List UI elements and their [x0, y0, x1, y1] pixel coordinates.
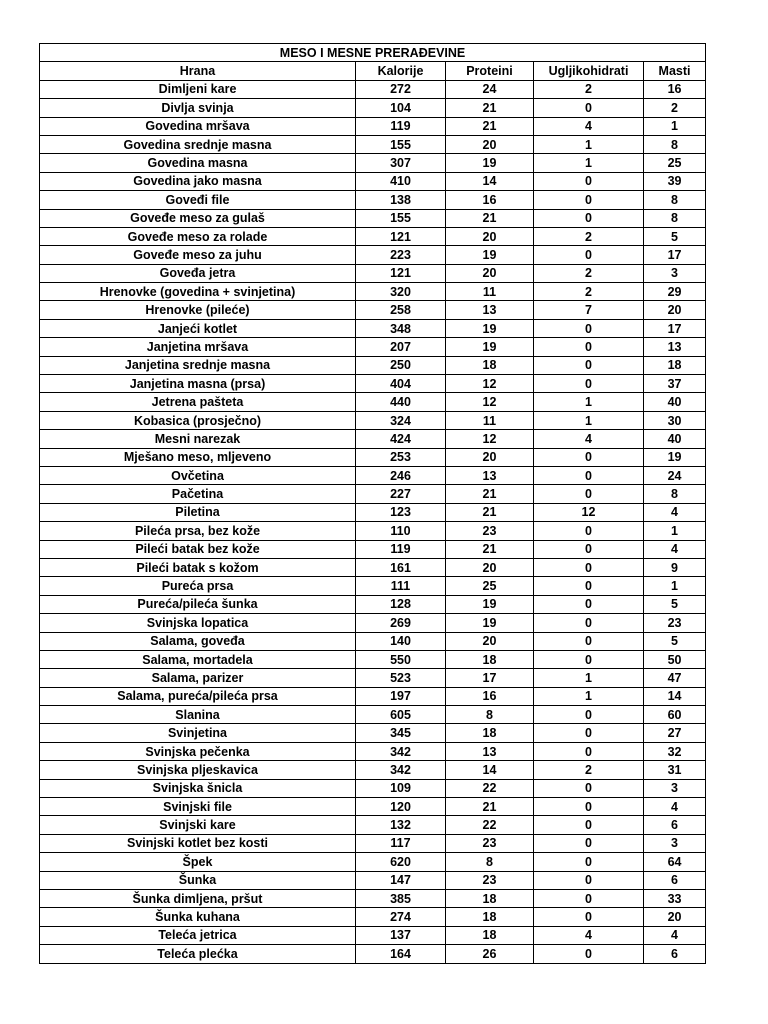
masti-cell: 17 — [644, 246, 706, 264]
food-name-cell: Janjetina srednje masna — [40, 356, 356, 374]
food-name-cell: Teleća jetrica — [40, 926, 356, 944]
proteini-cell: 20 — [446, 264, 534, 282]
proteini-cell: 26 — [446, 945, 534, 963]
table-row — [40, 687, 706, 705]
kalorije-cell: 258 — [356, 301, 446, 319]
kalorije-cell: 410 — [356, 172, 446, 190]
ugljikohidrati-cell: 0 — [534, 99, 644, 117]
table-row — [40, 172, 706, 190]
table-row — [40, 430, 706, 448]
kalorije-cell: 120 — [356, 798, 446, 816]
table-row — [40, 816, 706, 834]
masti-cell: 39 — [644, 172, 706, 190]
proteini-cell: 18 — [446, 724, 534, 742]
masti-cell: 31 — [644, 761, 706, 779]
masti-cell: 1 — [644, 522, 706, 540]
ugljikohidrati-cell: 0 — [534, 706, 644, 724]
table-row — [40, 80, 706, 98]
table-row — [40, 650, 706, 668]
food-name-cell: Salama, parizer — [40, 669, 356, 687]
ugljikohidrati-cell: 0 — [534, 485, 644, 503]
ugljikohidrati-cell: 0 — [534, 338, 644, 356]
ugljikohidrati-cell: 0 — [534, 191, 644, 209]
masti-cell: 37 — [644, 375, 706, 393]
kalorije-cell: 348 — [356, 319, 446, 337]
nutrition-table — [39, 43, 706, 964]
ugljikohidrati-cell: 0 — [534, 466, 644, 484]
ugljikohidrati-cell: 4 — [534, 430, 644, 448]
table-row — [40, 283, 706, 301]
proteini-cell: 19 — [446, 595, 534, 613]
proteini-cell: 20 — [446, 135, 534, 153]
proteini-cell: 11 — [446, 283, 534, 301]
food-name-cell: Pačetina — [40, 485, 356, 503]
ugljikohidrati-cell: 12 — [534, 503, 644, 521]
kalorije-cell: 164 — [356, 945, 446, 963]
ugljikohidrati-cell: 0 — [534, 871, 644, 889]
masti-cell: 5 — [644, 227, 706, 245]
table-row — [40, 319, 706, 337]
table-row — [40, 375, 706, 393]
masti-cell: 60 — [644, 706, 706, 724]
masti-cell: 23 — [644, 614, 706, 632]
ugljikohidrati-cell: 0 — [534, 650, 644, 668]
food-name-cell: Goveđe meso za rolade — [40, 227, 356, 245]
ugljikohidrati-cell: 0 — [534, 889, 644, 907]
ugljikohidrati-cell: 1 — [534, 135, 644, 153]
kalorije-cell: 155 — [356, 209, 446, 227]
header-row — [40, 62, 706, 80]
food-name-cell: Pureća prsa — [40, 577, 356, 595]
food-name-cell: Hrenovke (pileće) — [40, 301, 356, 319]
food-name-cell: Ovčetina — [40, 466, 356, 484]
food-name-cell: Janjetina mršava — [40, 338, 356, 356]
table-row — [40, 522, 706, 540]
proteini-cell: 21 — [446, 99, 534, 117]
proteini-cell: 22 — [446, 816, 534, 834]
kalorije-cell: 110 — [356, 522, 446, 540]
table-body — [40, 80, 706, 963]
ugljikohidrati-cell: 0 — [534, 834, 644, 852]
proteini-cell: 16 — [446, 191, 534, 209]
proteini-cell: 21 — [446, 117, 534, 135]
masti-cell: 1 — [644, 577, 706, 595]
food-name-cell: Goveđi file — [40, 191, 356, 209]
table-row — [40, 356, 706, 374]
table-row — [40, 908, 706, 926]
masti-cell: 18 — [644, 356, 706, 374]
food-name-cell: Goveđe meso za gulaš — [40, 209, 356, 227]
proteini-cell: 18 — [446, 356, 534, 374]
ugljikohidrati-cell: 2 — [534, 283, 644, 301]
ugljikohidrati-cell: 2 — [534, 227, 644, 245]
table-row — [40, 871, 706, 889]
food-name-cell: Špek — [40, 853, 356, 871]
ugljikohidrati-cell: 0 — [534, 577, 644, 595]
table-row — [40, 577, 706, 595]
proteini-cell: 18 — [446, 908, 534, 926]
proteini-cell: 23 — [446, 834, 534, 852]
masti-cell: 4 — [644, 798, 706, 816]
kalorije-cell: 147 — [356, 871, 446, 889]
proteini-cell: 20 — [446, 558, 534, 576]
ugljikohidrati-cell: 0 — [534, 853, 644, 871]
food-name-cell: Salama, mortadela — [40, 650, 356, 668]
kalorije-cell: 132 — [356, 816, 446, 834]
masti-cell: 24 — [644, 466, 706, 484]
kalorije-cell: 385 — [356, 889, 446, 907]
kalorije-cell: 269 — [356, 614, 446, 632]
table-row — [40, 301, 706, 319]
masti-cell: 2 — [644, 99, 706, 117]
kalorije-cell: 523 — [356, 669, 446, 687]
proteini-cell: 19 — [446, 154, 534, 172]
masti-cell: 4 — [644, 926, 706, 944]
masti-cell: 8 — [644, 485, 706, 503]
proteini-cell: 21 — [446, 503, 534, 521]
table-row — [40, 798, 706, 816]
table-row — [40, 834, 706, 852]
food-name-cell: Svinjetina — [40, 724, 356, 742]
table-row — [40, 99, 706, 117]
proteini-cell: 8 — [446, 706, 534, 724]
proteini-cell: 25 — [446, 577, 534, 595]
food-name-cell: Govedina mršava — [40, 117, 356, 135]
kalorije-cell: 342 — [356, 742, 446, 760]
food-name-cell: Svinjski kotlet bez kosti — [40, 834, 356, 852]
kalorije-cell: 117 — [356, 834, 446, 852]
proteini-cell: 23 — [446, 871, 534, 889]
masti-cell: 47 — [644, 669, 706, 687]
masti-cell: 9 — [644, 558, 706, 576]
kalorije-cell: 121 — [356, 264, 446, 282]
ugljikohidrati-cell: 0 — [534, 908, 644, 926]
kalorije-cell: 138 — [356, 191, 446, 209]
ugljikohidrati-cell: 0 — [534, 246, 644, 264]
food-name-cell: Mješano meso, mljeveno — [40, 448, 356, 466]
masti-cell: 6 — [644, 816, 706, 834]
masti-cell: 8 — [644, 209, 706, 227]
masti-cell: 25 — [644, 154, 706, 172]
masti-cell: 32 — [644, 742, 706, 760]
kalorije-cell: 121 — [356, 227, 446, 245]
food-name-cell: Šunka dimljena, pršut — [40, 889, 356, 907]
ugljikohidrati-cell: 2 — [534, 80, 644, 98]
table-title: MESO I MESNE PRERAĐEVINE — [40, 44, 706, 62]
food-name-cell: Hrenovke (govedina + svinjetina) — [40, 283, 356, 301]
ugljikohidrati-cell: 1 — [534, 669, 644, 687]
ugljikohidrati-cell: 0 — [534, 448, 644, 466]
food-name-cell: Goveđa jetra — [40, 264, 356, 282]
table-row — [40, 540, 706, 558]
food-name-cell: Jetrena pašteta — [40, 393, 356, 411]
kalorije-cell: 307 — [356, 154, 446, 172]
masti-cell: 16 — [644, 80, 706, 98]
food-name-cell: Šunka kuhana — [40, 908, 356, 926]
proteini-cell: 12 — [446, 393, 534, 411]
kalorije-cell: 104 — [356, 99, 446, 117]
food-name-cell: Svinjska pečenka — [40, 742, 356, 760]
masti-cell: 50 — [644, 650, 706, 668]
table-row — [40, 117, 706, 135]
ugljikohidrati-cell: 0 — [534, 724, 644, 742]
table-row — [40, 338, 706, 356]
table-row — [40, 853, 706, 871]
ugljikohidrati-cell: 0 — [534, 632, 644, 650]
table-row — [40, 669, 706, 687]
proteini-cell: 17 — [446, 669, 534, 687]
food-name-cell: Salama, pureća/pileća prsa — [40, 687, 356, 705]
kalorije-cell: 227 — [356, 485, 446, 503]
food-name-cell: Svinjski kare — [40, 816, 356, 834]
proteini-cell: 22 — [446, 779, 534, 797]
kalorije-cell: 119 — [356, 117, 446, 135]
title-row — [40, 44, 706, 62]
food-name-cell: Svinjska lopatica — [40, 614, 356, 632]
ugljikohidrati-cell: 0 — [534, 595, 644, 613]
food-name-cell: Pileća prsa, bez kože — [40, 522, 356, 540]
ugljikohidrati-cell: 0 — [534, 540, 644, 558]
food-name-cell: Govedina jako masna — [40, 172, 356, 190]
table-row — [40, 761, 706, 779]
column-header-hrana: Hrana — [40, 62, 356, 80]
masti-cell: 27 — [644, 724, 706, 742]
ugljikohidrati-cell: 0 — [534, 209, 644, 227]
proteini-cell: 18 — [446, 889, 534, 907]
masti-cell: 3 — [644, 779, 706, 797]
masti-cell: 6 — [644, 871, 706, 889]
table-row — [40, 742, 706, 760]
food-name-cell: Svinjski file — [40, 798, 356, 816]
food-name-cell: Divlja svinja — [40, 99, 356, 117]
kalorije-cell: 197 — [356, 687, 446, 705]
masti-cell: 30 — [644, 411, 706, 429]
ugljikohidrati-cell: 0 — [534, 614, 644, 632]
masti-cell: 33 — [644, 889, 706, 907]
ugljikohidrati-cell: 1 — [534, 687, 644, 705]
proteini-cell: 13 — [446, 301, 534, 319]
ugljikohidrati-cell: 2 — [534, 761, 644, 779]
table-row — [40, 889, 706, 907]
kalorije-cell: 550 — [356, 650, 446, 668]
kalorije-cell: 128 — [356, 595, 446, 613]
proteini-cell: 14 — [446, 761, 534, 779]
table-row — [40, 706, 706, 724]
proteini-cell: 18 — [446, 650, 534, 668]
table-row — [40, 393, 706, 411]
masti-cell: 14 — [644, 687, 706, 705]
masti-cell: 20 — [644, 908, 706, 926]
food-name-cell: Goveđe meso za juhu — [40, 246, 356, 264]
ugljikohidrati-cell: 0 — [534, 945, 644, 963]
table-row — [40, 466, 706, 484]
food-name-cell: Svinjska šnicla — [40, 779, 356, 797]
column-header-masti: Masti — [644, 62, 706, 80]
masti-cell: 13 — [644, 338, 706, 356]
table-row — [40, 614, 706, 632]
kalorije-cell: 250 — [356, 356, 446, 374]
food-name-cell: Mesni narezak — [40, 430, 356, 448]
food-name-cell: Janjeći kotlet — [40, 319, 356, 337]
kalorije-cell: 404 — [356, 375, 446, 393]
proteini-cell: 21 — [446, 540, 534, 558]
table-row — [40, 595, 706, 613]
proteini-cell: 12 — [446, 375, 534, 393]
ugljikohidrati-cell: 0 — [534, 356, 644, 374]
kalorije-cell: 605 — [356, 706, 446, 724]
table-row — [40, 724, 706, 742]
table-row — [40, 209, 706, 227]
masti-cell: 3 — [644, 834, 706, 852]
table-row — [40, 485, 706, 503]
masti-cell: 8 — [644, 191, 706, 209]
food-name-cell: Govedina srednje masna — [40, 135, 356, 153]
food-name-cell: Dimljeni kare — [40, 80, 356, 98]
kalorije-cell: 119 — [356, 540, 446, 558]
masti-cell: 19 — [644, 448, 706, 466]
food-name-cell: Govedina masna — [40, 154, 356, 172]
kalorije-cell: 111 — [356, 577, 446, 595]
table-row — [40, 558, 706, 576]
kalorije-cell: 440 — [356, 393, 446, 411]
masti-cell: 40 — [644, 430, 706, 448]
food-name-cell: Janjetina masna (prsa) — [40, 375, 356, 393]
masti-cell: 8 — [644, 135, 706, 153]
ugljikohidrati-cell: 0 — [534, 779, 644, 797]
column-header-kalorije: Kalorije — [356, 62, 446, 80]
masti-cell: 3 — [644, 264, 706, 282]
food-name-cell: Pileći batak bez kože — [40, 540, 356, 558]
column-header-ugljikohidrati: Ugljikohidrati — [534, 62, 644, 80]
column-header-proteini: Proteini — [446, 62, 534, 80]
ugljikohidrati-cell: 7 — [534, 301, 644, 319]
ugljikohidrati-cell: 1 — [534, 393, 644, 411]
table-row — [40, 246, 706, 264]
proteini-cell: 21 — [446, 485, 534, 503]
ugljikohidrati-cell: 0 — [534, 816, 644, 834]
ugljikohidrati-cell: 0 — [534, 172, 644, 190]
kalorije-cell: 207 — [356, 338, 446, 356]
proteini-cell: 12 — [446, 430, 534, 448]
masti-cell: 17 — [644, 319, 706, 337]
proteini-cell: 11 — [446, 411, 534, 429]
table-row — [40, 779, 706, 797]
ugljikohidrati-cell: 0 — [534, 798, 644, 816]
ugljikohidrati-cell: 4 — [534, 117, 644, 135]
ugljikohidrati-cell: 0 — [534, 742, 644, 760]
ugljikohidrati-cell: 0 — [534, 375, 644, 393]
table-row — [40, 227, 706, 245]
kalorije-cell: 161 — [356, 558, 446, 576]
table-row — [40, 411, 706, 429]
proteini-cell: 21 — [446, 209, 534, 227]
proteini-cell: 24 — [446, 80, 534, 98]
table-row — [40, 503, 706, 521]
food-name-cell: Salama, goveđa — [40, 632, 356, 650]
ugljikohidrati-cell: 1 — [534, 411, 644, 429]
masti-cell: 5 — [644, 595, 706, 613]
proteini-cell: 16 — [446, 687, 534, 705]
masti-cell: 5 — [644, 632, 706, 650]
kalorije-cell: 109 — [356, 779, 446, 797]
masti-cell: 4 — [644, 503, 706, 521]
proteini-cell: 21 — [446, 798, 534, 816]
table-row — [40, 945, 706, 963]
table-row — [40, 632, 706, 650]
proteini-cell: 8 — [446, 853, 534, 871]
kalorije-cell: 424 — [356, 430, 446, 448]
food-name-cell: Pureća/pileća šunka — [40, 595, 356, 613]
proteini-cell: 14 — [446, 172, 534, 190]
kalorije-cell: 272 — [356, 80, 446, 98]
table-row — [40, 135, 706, 153]
kalorije-cell: 155 — [356, 135, 446, 153]
ugljikohidrati-cell: 0 — [534, 558, 644, 576]
proteini-cell: 13 — [446, 466, 534, 484]
masti-cell: 40 — [644, 393, 706, 411]
kalorije-cell: 620 — [356, 853, 446, 871]
ugljikohidrati-cell: 4 — [534, 926, 644, 944]
kalorije-cell: 324 — [356, 411, 446, 429]
ugljikohidrati-cell: 1 — [534, 154, 644, 172]
proteini-cell: 20 — [446, 227, 534, 245]
masti-cell: 64 — [644, 853, 706, 871]
table-row — [40, 264, 706, 282]
proteini-cell: 18 — [446, 926, 534, 944]
kalorije-cell: 223 — [356, 246, 446, 264]
proteini-cell: 20 — [446, 448, 534, 466]
kalorije-cell: 140 — [356, 632, 446, 650]
food-name-cell: Teleća plećka — [40, 945, 356, 963]
masti-cell: 29 — [644, 283, 706, 301]
proteini-cell: 20 — [446, 632, 534, 650]
table-row — [40, 154, 706, 172]
kalorije-cell: 342 — [356, 761, 446, 779]
kalorije-cell: 137 — [356, 926, 446, 944]
food-name-cell: Kobasica (prosječno) — [40, 411, 356, 429]
food-name-cell: Piletina — [40, 503, 356, 521]
table-row — [40, 191, 706, 209]
proteini-cell: 19 — [446, 246, 534, 264]
proteini-cell: 13 — [446, 742, 534, 760]
proteini-cell: 19 — [446, 319, 534, 337]
table-row — [40, 926, 706, 944]
masti-cell: 6 — [644, 945, 706, 963]
masti-cell: 1 — [644, 117, 706, 135]
kalorije-cell: 274 — [356, 908, 446, 926]
ugljikohidrati-cell: 2 — [534, 264, 644, 282]
masti-cell: 20 — [644, 301, 706, 319]
ugljikohidrati-cell: 0 — [534, 522, 644, 540]
kalorije-cell: 345 — [356, 724, 446, 742]
masti-cell: 4 — [644, 540, 706, 558]
kalorije-cell: 320 — [356, 283, 446, 301]
food-name-cell: Svinjska pljeskavica — [40, 761, 356, 779]
kalorije-cell: 246 — [356, 466, 446, 484]
proteini-cell: 19 — [446, 614, 534, 632]
kalorije-cell: 253 — [356, 448, 446, 466]
food-name-cell: Šunka — [40, 871, 356, 889]
ugljikohidrati-cell: 0 — [534, 319, 644, 337]
food-name-cell: Slanina — [40, 706, 356, 724]
kalorije-cell: 123 — [356, 503, 446, 521]
food-name-cell: Pileći batak s kožom — [40, 558, 356, 576]
proteini-cell: 23 — [446, 522, 534, 540]
table-row — [40, 448, 706, 466]
proteini-cell: 19 — [446, 338, 534, 356]
